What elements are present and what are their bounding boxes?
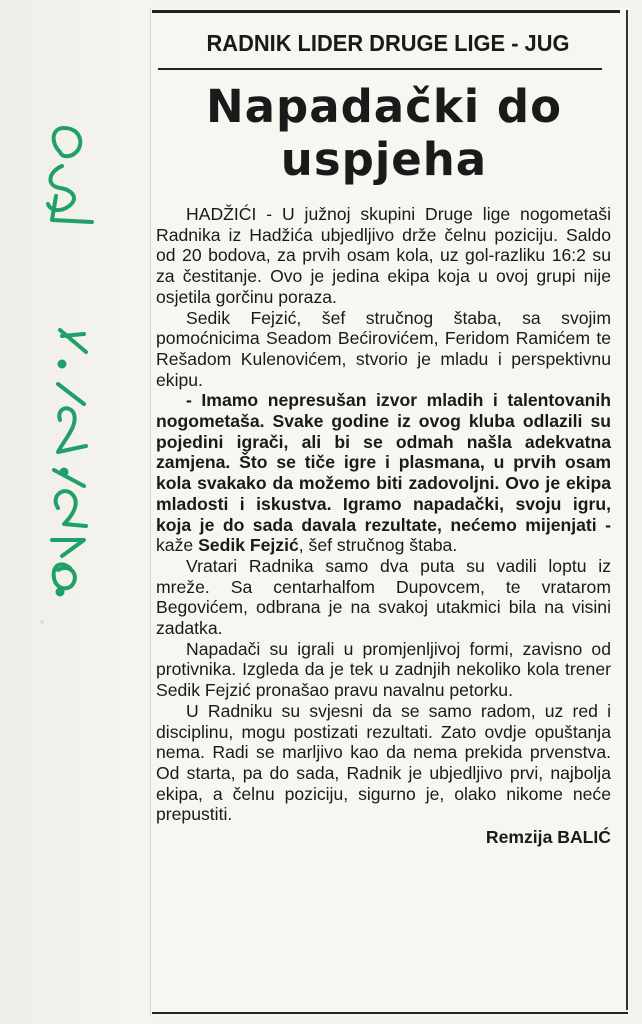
headline-line-1: Napadački do (205, 80, 562, 133)
paragraph-1: HADŽIĆI - U južnoj skupini Druge lige nogometaši Radnika iz Hadžića ubjedljivo drže čelnu poziciju. Saldo od 20 bodova, za prvih osam kola, uz gol-razliku 16:2 su za čestitanje. Ovo je jedina ekipa koja u ovoj grupi nije osjetila gorčinu poraza. (156, 204, 611, 307)
paragraph-4: Vratari Radnika samo dva puta su vadili loptu iz mreže. Sa centarhalfom Dupovcem, te vratarom Begovićem, odbrana je na svakoj utakmici bila na visini zadatka. (156, 555, 611, 639)
bottom-rule (152, 1012, 628, 1014)
quote-speaker-role: , šef stručnog štaba. (298, 535, 458, 556)
scan-speck (40, 620, 44, 624)
paragraph-6: U Radniku su svjesni da se samo radom, uz red i disciplinu, mogu postizati rezultati. Zato ovdje opuštanja nema. Radi se marljivo kao da nema prekida prvenstva. Od starta, pa do sada, Radnik je ubjedljivo prvi, najbolja ekipa, a čelnu poziciju, sigurno je, olako nikome neće prepustiti. (156, 700, 611, 825)
headline-line-2: uspjeha (280, 133, 488, 186)
author-byline: Remzija BALIĆ (485, 827, 611, 848)
quote-text: - Imamo nepresušan izvor mladih i talentovanih nogometaša. Svake godine iz ovog kluba odlazili su pojedini igrači, ali bi se odmah našla adekvatna zamjena. Što se tiče igre i plasmana, u prvih osam kola svakako da možemo biti zadovoljni. Ovo je ekipa mladosti i iskustva. Igramo napadački, svoju igru, koja je do sada davala rezultate, nećemo mijenjati - (156, 390, 611, 535)
article-headline (156, 80, 612, 186)
right-column-rule (626, 10, 628, 1010)
top-rule (152, 10, 620, 13)
quote-says: kaže (156, 535, 199, 556)
article-kicker: RADNIK LIDER DRUGE LIGE - JUG (206, 30, 570, 56)
paragraph-3-quote (156, 390, 611, 556)
kicker-underline (158, 68, 602, 70)
paragraph-5: Napadači su igrali u promjenljivoj formi, zavisno od protivnika. Izgleda da je tek u zadnjih nekoliko kola trener Sedik Fejzić pronašao pravu navalnu petorku. (156, 638, 611, 701)
handwritten-date-note (0, 0, 150, 1024)
quote-speaker-name: Sedik Fejzić (198, 535, 299, 556)
paragraph-2: Sedik Fejzić, šef stručnog štaba, sa svojim pomoćnicima Seadom Bećirovićem, Feridom Ramićem te Rešadom Kulenovićem, stvorio je mladu i perspektivnu ekipu. (156, 307, 611, 390)
article-body (156, 204, 611, 848)
